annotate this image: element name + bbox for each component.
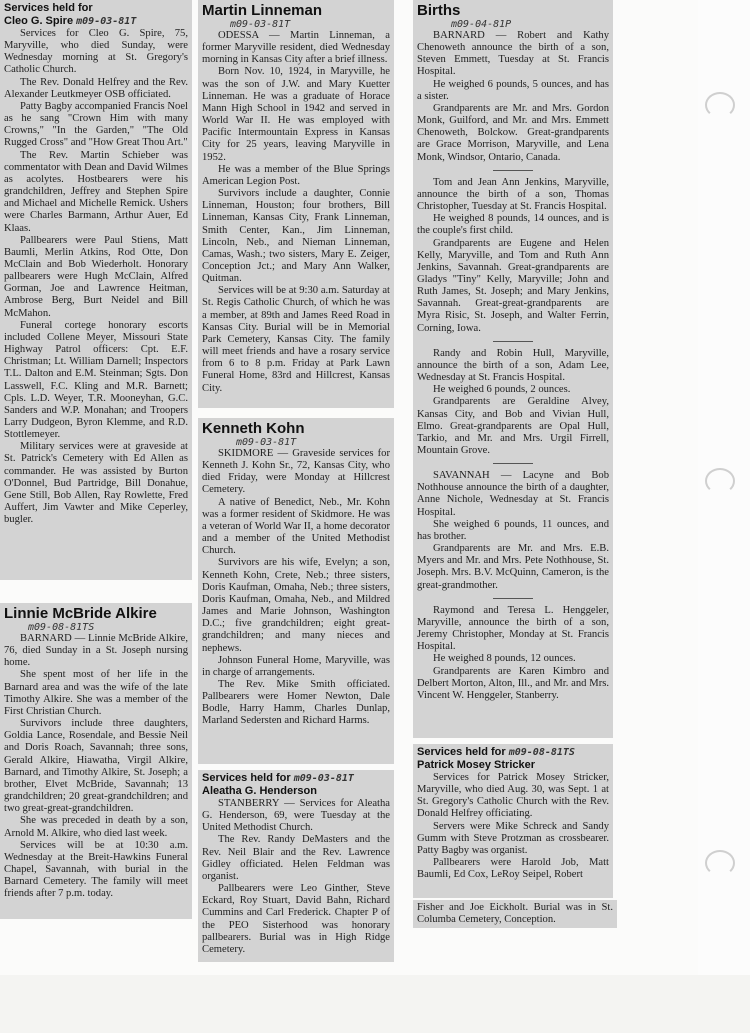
clipping-aleatha-henderson: [198, 770, 394, 962]
paragraph: Pallbearers were Paul Stiens, Matt Baumli, Merlin Atkins, Rod Otte, Don McClain and Bob Wiederholt. Honorary pallbearers were Hugh McClain, Alfred Gorman, Joe and Lawrence Heitman, Ambrose Berg, Burt Neidel and Bill McMahon.: [4, 234, 188, 319]
handwritten-date-note: m09-03-81T: [293, 773, 354, 784]
obituary-body: [202, 798, 390, 956]
obituary-body: [202, 30, 390, 395]
paragraph: SKIDMORE — Graveside services for Kenneth J. Kohn Sr., 72, Kansas City, who died Friday, were Monday at Hillcrest Cemetery.: [202, 448, 390, 496]
paragraph: Pallbearers were Harold Job, Matt Baumli, Ed Cox, LeRoy Seipel, Robert: [417, 857, 609, 881]
paragraph: BARNARD — Robert and Kathy Chenoweth announce the birth of a son, Steven Emmett, Tuesday at St. Francis Hospital.: [417, 30, 609, 78]
obituary-body: [202, 448, 390, 728]
paragraph: Johnson Funeral Home, Maryville, was in charge of arrangements.: [202, 654, 390, 678]
handwritten-date-note: m09-04-81P: [451, 19, 512, 30]
clipping-title: Births: [417, 2, 461, 19]
clipping-kenneth-kohn: [198, 418, 394, 764]
paragraph: Born Nov. 10, 1924, in Maryville, he was the son of J.W. and Mary Kuetter Linneman. He was a graduate of Horace Mann High School in 1942 and served in World War II. He was employed with Pacific Intermountain Express in Kansas City for 25 years, leaving Maryville in 1952.: [202, 66, 390, 163]
paragraph: Military services were at graveside at St. Patrick's Cemetery with Ed Allen as commander. He was assisted by Burton O'Donnel, Bud Partridge, Bill Donahue, Gene Still, Bob Allen, Ray Rowlette, Fred Auffert, Jim Vawter and Mike Ceperley, bugler.: [4, 441, 188, 526]
obituary-body: Fisher and Joe Eickholt. Burial was in St. Columba Cemetery, Conception.: [417, 902, 613, 926]
clipping-patrick-stricker-tail: [413, 900, 617, 928]
obituary-body: [4, 633, 188, 900]
paragraph: SAVANNAH — Lacyne and Bob Nothhouse announce the birth of a daughter, Anne Nichole, Wednesday at St. Francis Hospital.: [417, 470, 609, 518]
birth-notices: [417, 30, 609, 702]
paragraph: He weighed 8 pounds, 14 ounces, and is the couple's first child.: [417, 213, 609, 237]
paragraph: He was a member of the Blue Springs American Legion Post.: [202, 163, 390, 187]
clipping-linnie-alkire: [0, 603, 192, 919]
clipping-header: Services held for m09-03-81T: [202, 772, 354, 784]
clipping-title: Kenneth Kohn: [202, 420, 305, 437]
clipping-header: Services held for: [4, 2, 93, 14]
paragraph: Raymond and Teresa L. Henggeler, Maryville, announce the birth of a son, Jeremy Christopher, Monday at St. Francis Hospital.: [417, 604, 609, 653]
paragraph: Tom and Jean Ann Jenkins, Maryville, announce the birth of a son, Thomas Christopher, Tuesday at St. Francis Hospital.: [417, 176, 609, 213]
paragraph: The Rev. Randy DeMasters and the Rev. Neil Blair and the Rev. Lawrence Gidley officiated. Helen Feldman was organist.: [202, 834, 390, 882]
paragraph: Services for Cleo G. Spire, 75, Maryville, who died Sunday, were Wednesday morning at St. Gregory's Catholic Church.: [4, 28, 188, 76]
paragraph: Grandparents are Mr. and Mrs. E.B. Myers and Mr. and Mrs. Pete Nothhouse, St. Joseph. Mrs. B.V. McQuinn, Cameron, is the great-grandmother.: [417, 543, 609, 591]
paragraph: He weighed 6 pounds, 2 ounces.: [433, 384, 571, 396]
paragraph: The Rev. Martin Schieber was commentator with Dean and David Wilmes as acolytes. Hostbearers were his grandchildren, Jeffrey and Stephen Spire and Michael and Michelle Remick. Ushers were Charles Barmann, Arthur Auer, Ed Klaas.: [4, 149, 188, 234]
obituary-body: [4, 28, 188, 526]
clipping-cleo-spire: [0, 0, 192, 580]
handwritten-date-note: m09-03-81T: [76, 16, 137, 27]
clipping-births: [413, 0, 613, 738]
clipping-title: Linnie McBride Alkire: [4, 605, 157, 622]
paragraph: She was preceded in death by a son, Arnold M. Alkire, who died last week.: [4, 815, 188, 839]
divider: [493, 598, 533, 599]
clipping-header: Services held for m09-08-81TS: [417, 746, 575, 758]
clipping-title: Patrick Mosey Stricker: [417, 759, 536, 771]
handwritten-date-note: m09-03-81T: [230, 19, 291, 30]
binder-hole-3: [705, 850, 735, 876]
paragraph: Grandparents are Geraldine Alvey, Kansas City, and Bob and Vivian Hull, Elmo. Great-grandparents are Opal Hull, Tarkio, and Mr. and Mrs. Urgil Firrell, Mountain Grove.: [417, 396, 609, 456]
paragraph: Survivors include a daughter, Connie Linneman, Houston; four brothers, Bill Linneman, Kansas City, Frank Linneman, Smith Center, Kan., Jim Linneman, Lincoln, Neb., and Nieman Linneman, Camas, Wash.; two sisters, Mary E. Zeiger, Conception Jct.; and Mary Ann Walker, Quitman.: [202, 188, 390, 285]
handwritten-date-note: m09-08-81TS: [28, 622, 95, 633]
paragraph: He weighed 6 pounds, 5 ounces, and has a sister.: [417, 78, 609, 102]
paragraph: Pallbearers were Leo Ginther, Steve Eckard, Roy Stuart, David Bahn, Richard Cummins and Carl Frederick. Chapter P of the PEO Sisterhood was honorary pallbearers. Burial was in High Ridge Cemetery.: [202, 883, 390, 955]
divider: [493, 170, 533, 171]
binder-hole-2: [705, 468, 735, 494]
clipping-title: Aleatha G. Henderson: [202, 785, 317, 797]
divider: [493, 341, 533, 342]
paragraph: ODESSA — Martin Linneman, a former Maryville resident, died Wednesday morning in Kansas City after a brief illness.: [202, 30, 390, 66]
paragraph: Funeral cortege honorary escorts included Collene Meyer, Missouri State Highway Patrol officers: Cpt. E.F. Christman; Lt. William Darnell; Inspectors T.L. Dalton and E.M. Steinman; Sgts. Don Lasswell, F.C. Kling and M.R. Barnett; Cpls. L.D. Weyer, T.R. Mooneyhan, G.C. Sanders and W.P. Monahan; and Troopers Larry Dudgeon, Byron Klemme, and R.D. Stottlemeyer.: [4, 319, 188, 441]
paragraph: Survivors are his wife, Evelyn; a son, Kenneth Kohn, Crete, Neb.; three sisters, Doris Kaufman, Omaha, Neb.; three sisters, Doris Kaufman, Omaha, Neb., and Mildred James and Marie Johnson, Washington D.C.; five grandchildren; eight great-grandchildren; and many nieces and nephews.: [202, 557, 390, 654]
paragraph: Services for Patrick Mosey Stricker, Maryville, who died Aug. 30, was Sept. 1 at St. Gregory's Catholic Church with the Rev. Donald Helfrey officiating.: [417, 772, 609, 820]
handwritten-date-note: m09-03-81T: [236, 437, 297, 448]
paragraph: She spent most of her life in the Barnard area and was the wife of the late Timothy Alkire. She was a member of the First Christian Church.: [4, 669, 188, 717]
paragraph: Services will be at 9:30 a.m. Saturday at St. Regis Catholic Church, of which he was a member, at 89th and James Reed Road in Kansas City. Burial will be in Memorial Park Cemetery, Kansas City. The family will meet friends and have a rosary service from 6 to 8 p.m. Friday at Park Lawn Funeral Home, 83rd and Hillcrest, Kansas City.: [202, 285, 390, 394]
paragraph: The Rev. Mike Smith officiated. Pallbearers were Homer Newton, Dale Bodle, Harry Hamm, Charles Dunlap, Marland Sedersten and Richard Harms.: [202, 678, 390, 727]
obituary-body: [417, 772, 609, 881]
paragraph: The Rev. Donald Helfrey and the Rev. Alexander Leutkmeyer OSB officiated.: [4, 76, 188, 100]
paragraph: A native of Benedict, Neb., Mr. Kohn was a former resident of Skidmore. He was a veteran of World War II, a home decorator and a member of the United Methodist Church.: [202, 496, 390, 557]
handwritten-date-note: m09-08-81TS: [508, 747, 575, 758]
paragraph: Randy and Robin Hull, Maryville, announce the birth of a son, Adam Lee, Wednesday at St. Francis Hospital.: [417, 347, 609, 384]
paragraph: Services will be at 10:30 a.m. Wednesday at the Breit-Hawkins Funeral Chapel, Savannah, with burial in the Barnard Cemetery. The family will meet friends after 7 p.m. today.: [4, 839, 188, 900]
paragraph: Servers were Mike Schreck and Sandy Gumm with Steve Protzman as crossbearer. Patty Bagby was organist.: [417, 820, 609, 856]
paragraph: Survivors include three daughters, Goldia Lance, Rosendale, and Bessie Neil and Doris Roach, Savannah; three sons, Gerald Alkire, Hiawatha, Virgil Alkire, Barnard, and Timothy Alkire, St. Joseph; a brother, Elvet McBride, Savannah; 13 grandchildren; 20 great-grandchildren; and two great-great-grandchildren.: [4, 718, 188, 815]
clipping-patrick-stricker: [413, 744, 613, 898]
clipping-title: Martin Linneman: [202, 2, 323, 19]
paragraph: She weighed 6 pounds, 11 ounces, and has brother.: [417, 518, 609, 542]
clipping-title: Cleo G. Spire m09-03-81T: [4, 15, 137, 27]
paragraph: BARNARD — Linnie McBride Alkire, 76, died Sunday in a St. Joseph nursing home.: [4, 633, 188, 669]
divider: [493, 463, 533, 464]
clipping-martin-linneman: [198, 0, 394, 408]
paragraph: Patty Bagby accompanied Francis Noel as he sang "Crown Him with many Crowns," "In the Garden," "The Old Rugged Cross" and "How Great Thou Art.": [4, 100, 188, 149]
paragraph: He weighed 8 pounds, 12 ounces.: [433, 653, 576, 665]
binder-hole-1: [705, 92, 735, 118]
paragraph: Grandparents are Karen Kimbro and Delbert Morton, Alton, Ill., and Mr. and Mrs. Vincent W. Henggeler, Stanberry.: [417, 665, 609, 701]
paragraph: Grandparents are Eugene and Helen Kelly, Maryville, and Tom and Ruth Ann Jenkins, Savannah. Great-grandparents are Gladys "Tiny" Kelly, Maryville; John and Ruth James, St. Joseph; and Mary Jenkins, Savannah. Great-great-grandparents are Myra Risic, St. Joseph, and Walter Ferrin, Corning, Iowa.: [417, 237, 609, 334]
paragraph: Grandparents are Mr. and Mrs. Gordon Monk, Guilford, and Mr. and Mrs. Emmett Chenoweth, Bolckow. Great-grandparents are Grace Morrison, Maryville, and Lena Monk, Windsor, Ontario, Canada.: [417, 102, 609, 163]
paragraph: STANBERRY — Services for Aleatha G. Henderson, 69, were Tuesday at the United Methodist Church.: [202, 798, 390, 834]
